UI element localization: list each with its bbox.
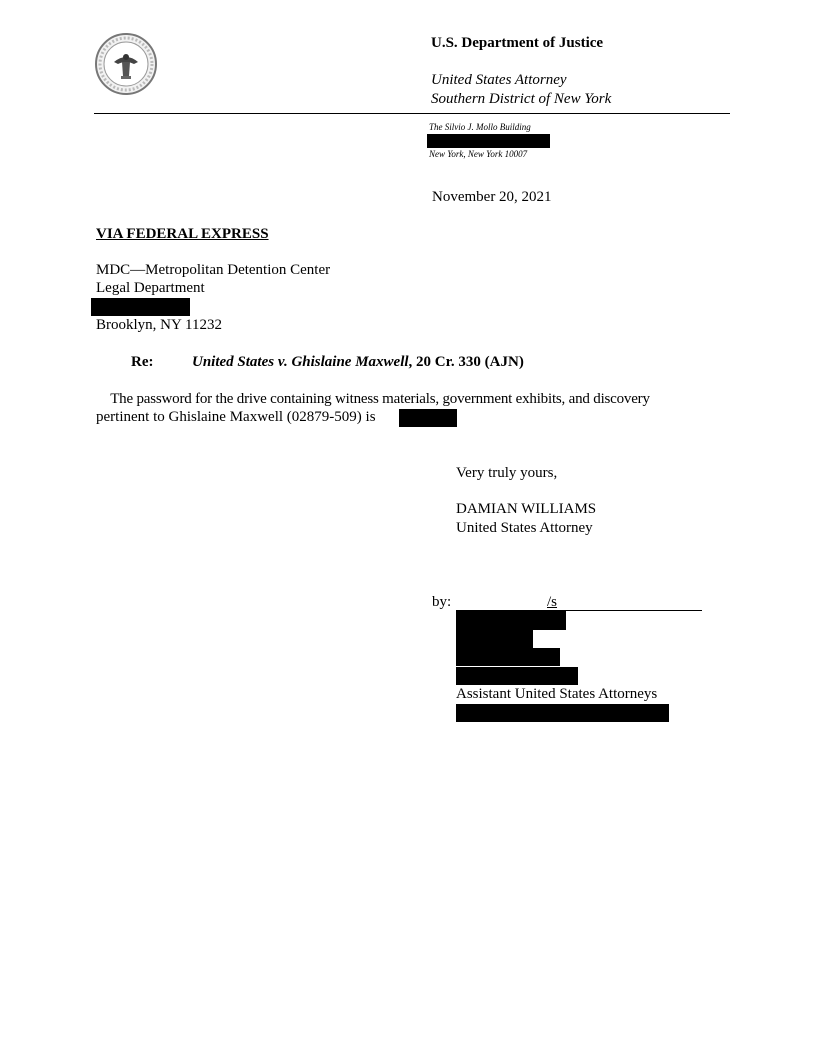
recipient-line-3: Brooklyn, NY 11232 [96, 317, 222, 333]
recipient-line-1: MDC—Metropolitan Detention Center [96, 262, 331, 278]
department-name: U.S. Department of Justice [431, 35, 604, 51]
office-city: New York, New York 10007 [429, 149, 528, 159]
office-title: United States Attorney [431, 72, 567, 88]
redaction-name-3 [456, 648, 560, 666]
body-line-1 [96, 391, 736, 408]
office-district: Southern District of New York [431, 91, 612, 107]
redaction-name-1 [456, 611, 566, 630]
case-title: United States v. Ghislaine Maxwell [192, 354, 409, 370]
redaction-recipient-address [91, 298, 190, 316]
doj-seal-icon [94, 32, 158, 96]
signature-mark: /s [547, 594, 558, 610]
letter-date: November 20, 2021 [432, 189, 552, 205]
letterhead-divider [94, 113, 730, 114]
case-number: , 20 Cr. 330 (AJN) [408, 354, 524, 370]
by-label: by: [432, 594, 452, 610]
signer-title: United States Attorney [456, 520, 593, 536]
valediction: Very truly yours, [456, 465, 558, 481]
redaction-street-address [427, 134, 550, 148]
redaction-password [399, 409, 457, 427]
redaction-name-2 [456, 630, 533, 648]
recipient-line-2: Legal Department [96, 280, 205, 296]
redaction-contact [456, 704, 669, 722]
redaction-name-4 [456, 667, 578, 685]
delivery-method: VIA FEDERAL EXPRESS [96, 226, 269, 242]
re-label: Re: [131, 354, 154, 370]
body-line-2: pertinent to Ghislaine Maxwell (02879-509) is [96, 409, 376, 425]
case-caption [192, 354, 524, 371]
signer-name: DAMIAN WILLIAMS [456, 501, 597, 517]
assistant-title: Assistant United States Attorneys [456, 686, 658, 702]
body-text-1: The password for the drive containing witness materials, government exhibits, and discovery [110, 391, 650, 407]
building-name: The Silvio J. Mollo Building [429, 122, 531, 132]
